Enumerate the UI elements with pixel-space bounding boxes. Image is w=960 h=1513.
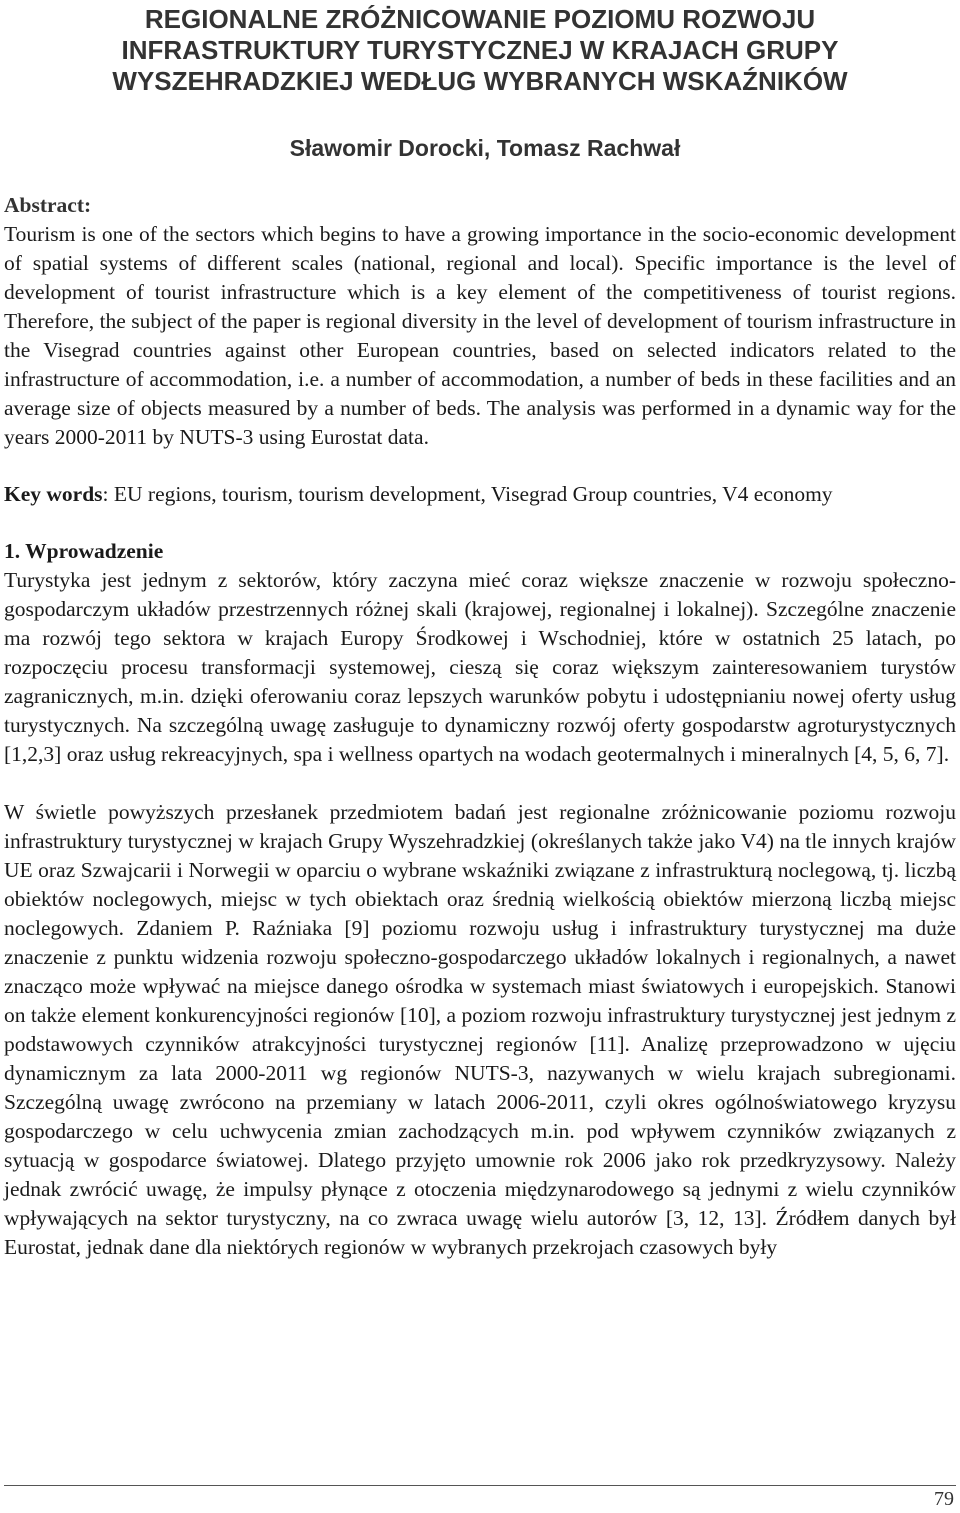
abstract-heading: Abstract: [4,193,92,217]
footer-rule [4,1485,956,1486]
keywords-label: Key words [4,482,103,506]
keywords [4,480,956,509]
abstract-text: Tourism is one of the sectors which begins to have a growing importance in the socio-economic development of spatial systems of different scales (national, regional and local). Specific importance is the level of development of tourist infrastructure which is a key element of the competitiveness of tourist regions. Therefore, the subject of the paper is regional diversity in the level of development of tourism infrastructure in the Visegrad countries against other European countries, based on selected indicators related to the infrastructure of accommodation, i.e. a number of accommodation, a number of beds in these facilities and an average size of objects measured by a number of beds. The analysis was performed in a dynamic way for the years 2000-2011 by NUTS-3 using Eurostat data. [4,222,956,449]
section-heading: 1. Wprowadzenie [4,539,164,563]
keywords-text: : EU regions, tourism, tourism development, Visegrad Group countries, V4 economy [102,482,833,506]
title-line-1: REGIONALNE ZRÓŻNICOWANIE POZIOMU ROZWOJU [144,4,816,34]
page-number: 79 [934,1488,954,1510]
title-line-3: WYSZEHRADZKIEJ WEDŁUG WYBRANYCH WSKAŹNIKÓW [112,66,848,96]
authors: Sławomir Dorocki, Tomasz Rachwał [289,135,681,161]
title-line-2: INFRASTRUKTURY TURYSTYCZNEJ W KRAJACH GRUPY [121,35,839,65]
paragraph-2: W świetle powyższych przesłanek przedmiotem badań jest regionalne zróżnicowanie poziomu rozwoju infrastruktury turystycznej w krajach Grupy Wyszehradzkiej (określanych także jako V4) na tle innych krajów UE oraz Szwajcarii i Norwegii w oparciu o wybrane wskaźniki związane z infrastrukturą noclegową, tj. liczbą obiektów noclegowych, miejsc w tych obiektach oraz średnią wielkością obiektów mierzoną liczbą miejsc noclegowych. Zdaniem P. Raźniaka [9] poziomu rozwoju usług i infrastruktury turystycznej ma duże znaczenie z punktu widzenia rozwoju społeczno-gospodarczego układów lokalnych i regionalnych, a nawet znacząco może wpływać na miejsce danego ośrodka w systemach miast światowych i europejskich. Stanowi on także element konkurencyjności regionów [10], a poziom rozwoju infrastruktury turystycznej jest jednym z podstawowych czynników atrakcyjności turystycznej regionów [11]. Analizę przeprowadzono w ujęciu dynamicznym za lata 2000-2011 wg regionów NUTS-3, nazywanych w wielu krajach subregionami. Szczególną uwagę zwrócono na przemiany w latach 2006-2011, czyli okres ogólnoświatowego kryzysu gospodarczego w celu uchwycenia zmian zachodzących m.in. pod wpływem czynników związanych z sytuacją w gospodarce światowej. Dlatego przyjęto umownie rok 2006 jako rok przedkryzysowy. Należy jednak zwrócić uwagę, że impulsy płynące z otoczenia międzynarodowego są jednymi z wielu czynników wpływających na sektor turystyczny, na co zwraca uwagę wielu autorów [3, 12, 13]. Źródłem danych był Eurostat, jednak dane dla niektórych regionów w wybranych przekrojach czasowych były [4,800,956,1259]
paragraph-1: Turystyka jest jednym z sektorów, który zaczyna mieć coraz większe znaczenie w rozwoju społeczno-gospodarczym układów przestrzennych różnej skali (krajowej, regionalnej i lokalnej). Szczególne znaczenie ma rozwój tego sektora w krajach Europy Środkowej i Wschodniej, które w ostatnich 25 latach, po rozpoczęciu procesu transformacji systemowej, cieszą się coraz większym zainteresowaniem turystów zagranicznych, m.in. dzięki oferowaniu coraz lepszych warunków pobytu i udostępnianiu nowej oferty usług turystycznych. Na szczególną uwagę zasługuje to dynamiczny rozwój oferty gospodarstw agroturystycznych [1,2,3] oraz usług rekreacyjnych, spa i wellness opartych na wodach geotermalnych i mineralnych [4, 5, 6, 7]. [4,568,956,766]
paper-title [4,4,956,97]
